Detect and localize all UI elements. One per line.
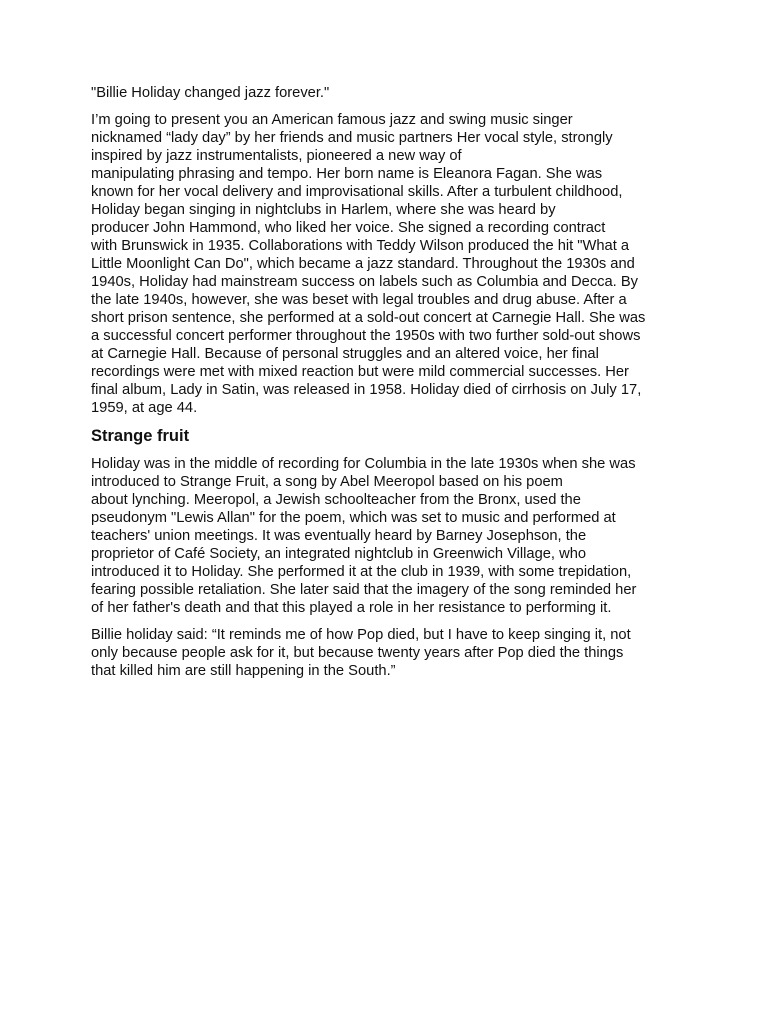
document-page xyxy=(91,84,691,689)
bio-line: Little Moonlight Can Do", which became a jazz standard. Throughout the 1930s and xyxy=(91,256,635,272)
bio-line: recordings were met with mixed reaction but were mild commercial successes. Her xyxy=(91,364,629,380)
bio-line: nicknamed “lady day” by her friends and music partners Her vocal style, strongly xyxy=(91,130,613,146)
section-line: introduced it to Holiday. She performed it at the club in 1939, with some trepidation, xyxy=(91,564,632,580)
section-line: about lynching. Meeropol, a Jewish schoolteacher from the Bronx, used the xyxy=(91,492,581,508)
bio-line: producer John Hammond, who liked her voice. She signed a recording contract xyxy=(91,220,606,236)
quote-line: Billie holiday said: “It reminds me of how Pop died, but I have to keep singing it, not xyxy=(91,627,631,643)
bio-line: final album, Lady in Satin, was released in 1958. Holiday died of cirrhosis on July 17, xyxy=(91,382,642,398)
bio-line: a successful concert performer throughout the 1950s with two further sold-out shows xyxy=(91,328,641,344)
section-line: fearing possible retaliation. She later said that the imagery of the song reminded her xyxy=(91,582,637,598)
intro-quote xyxy=(91,84,691,102)
strange-fruit-paragraph xyxy=(91,455,691,617)
intro-quote-line: "Billie Holiday changed jazz forever." xyxy=(91,85,330,101)
section-line: proprietor of Café Society, an integrated nightclub in Greenwich Village, who xyxy=(91,546,587,562)
bio-line: 1940s, Holiday had mainstream success on labels such as Columbia and Decca. By xyxy=(91,274,638,290)
bio-line: manipulating phrasing and tempo. Her born name is Eleanora Fagan. She was xyxy=(91,166,603,182)
section-heading: Strange fruit xyxy=(91,427,190,445)
bio-line: known for her vocal delivery and improvisational skills. After a turbulent childhood, xyxy=(91,184,623,200)
section-line: teachers' union meetings. It was eventually heard by Barney Josephson, the xyxy=(91,528,587,544)
bio-line: at Carnegie Hall. Because of personal struggles and an altered voice, her final xyxy=(91,346,599,362)
section-line: of her father's death and that this played a role in her resistance to performing it. xyxy=(91,600,612,616)
biography-paragraph xyxy=(91,111,691,417)
bio-line: I’m going to present you an American famous jazz and swing music singer xyxy=(91,112,573,128)
quote-line: only because people ask for it, but because twenty years after Pop died the things xyxy=(91,645,624,661)
bio-line: 1959, at age 44. xyxy=(91,400,198,416)
quote-paragraph xyxy=(91,626,691,680)
bio-line: short prison sentence, she performed at a sold-out concert at Carnegie Hall. She was xyxy=(91,310,646,326)
bio-line: the late 1940s, however, she was beset with legal troubles and drug abuse. After a xyxy=(91,292,627,308)
bio-line: Holiday began singing in nightclubs in Harlem, where she was heard by xyxy=(91,202,556,218)
section-line: pseudonym "Lewis Allan" for the poem, which was set to music and performed at xyxy=(91,510,616,526)
section-line: Holiday was in the middle of recording for Columbia in the late 1930s when she was xyxy=(91,456,636,472)
section-line: introduced to Strange Fruit, a song by Abel Meeropol based on his poem xyxy=(91,474,563,490)
bio-line: inspired by jazz instrumentalists, pioneered a new way of xyxy=(91,148,462,164)
bio-line: with Brunswick in 1935. Collaborations with Teddy Wilson produced the hit "What a xyxy=(91,238,630,254)
quote-line: that killed him are still happening in the South.” xyxy=(91,663,396,679)
